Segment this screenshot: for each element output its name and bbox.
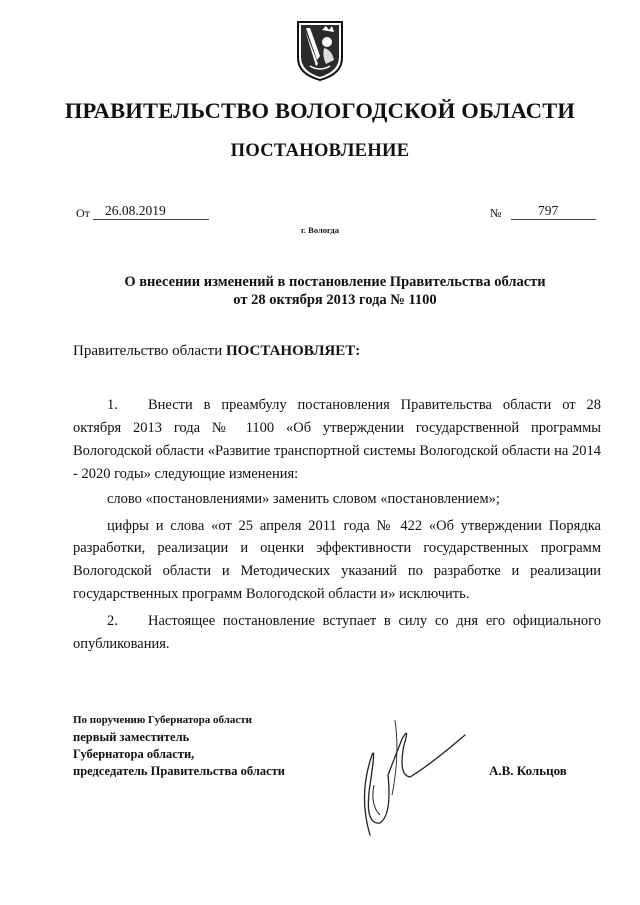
resolve-subject: Правительство области — [73, 343, 223, 359]
document-body — [73, 394, 601, 656]
signatory-line-4: председатель Правительства области — [73, 764, 285, 778]
document-type: ПОСТАНОВЛЕНИЕ — [230, 141, 410, 161]
signatory-line-3: Губернатора области, — [73, 747, 195, 761]
city-label: г. Вологда — [301, 225, 339, 235]
item-2 — [73, 610, 601, 656]
item-1-change-a: слово «постановлениями» заменить словом «постановлением»; — [107, 490, 500, 507]
item-1-change-b: цифры и слова «от 25 апреля 2011 года № 422 «Об утверждении Порядка разработки, реализации и оценки эффективности государственных программ Вологодской области и Методических указаний по разработке и реализации государственных программ Вологодской области и» исключить. — [73, 517, 601, 603]
title-line-2: от 28 октября 2013 года № 1100 — [233, 292, 437, 308]
title-line-1: О внесении изменений в постановление Правительства области — [124, 274, 546, 290]
signatory-line-2: первый заместитель — [73, 730, 190, 744]
number-label: № — [490, 206, 502, 220]
document-number: 797 — [511, 203, 596, 220]
resolve-line — [73, 343, 360, 360]
signatory-line-1: По поручению Губернатора области — [73, 714, 253, 726]
handwritten-signature — [340, 715, 480, 840]
signatory-block — [73, 712, 285, 780]
item-1-text: Внести в преамбулу постановления Правительства области от 28 октября 2013 года № 1100 «Об утверждении государственной программы Вологодской области «Развитие транспортной системы Вологодской области на 2014 - 2020 годы» следующие изменения: — [73, 397, 601, 482]
resolve-verb: ПОСТАНОВЛЯЕТ: — [225, 343, 361, 359]
item-1 — [73, 394, 601, 486]
date-label: От — [76, 206, 90, 220]
item-2-number: 2. — [107, 613, 118, 630]
item-2-text: Настоящее постановление вступает в силу со дня его официального опубликования. — [73, 613, 601, 653]
item-1-number: 1. — [107, 397, 118, 413]
coat-of-arms-icon — [296, 20, 344, 82]
organization-title: ПРАВИТЕЛЬСТВО ВОЛОГОДСКОЙ ОБЛАСТИ — [64, 98, 576, 123]
document-title — [70, 273, 600, 309]
document-date: 26.08.2019 — [93, 203, 209, 220]
signatory-name: А.В. Кольцов — [489, 763, 567, 778]
